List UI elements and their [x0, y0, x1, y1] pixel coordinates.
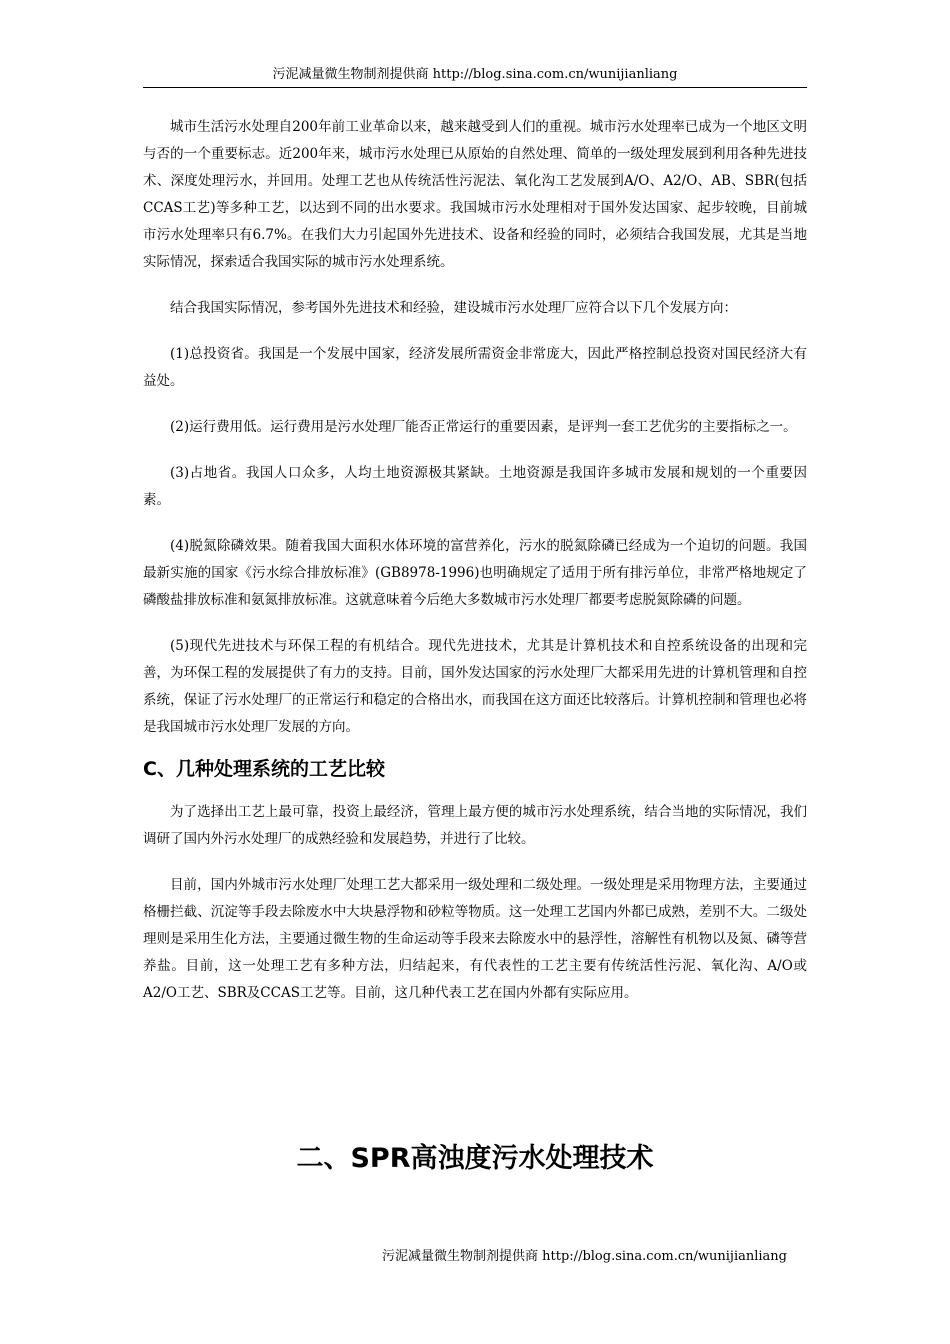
paragraph-intro: 城市生活污水处理自200年前工业革命以来，越来越受到人们的重视。城市污水处理率已成为一个地区文明与否的一个重要标志。近200年来，城市污水处理已从原始的自然处理、简单的一级处理发展到利用各种先进技术、深度处理污水，并回用。处理工艺也从传统活性污泥法、氧化沟工艺发展到A/O、A2/O、AB、SBR(包括CCAS工艺)等多种工艺，以达到不同的出水要求。我国城市污水处理相对于国外发达国家、起步较晚，目前城市污水处理率只有6.7%。在我们大力引起国外先进技术、设备和经验的同时，必须结合我国发展，尤其是当地实际情况，探索适合我国实际的城市污水处理系统。: [143, 119, 807, 270]
paragraph-item-2: (2)运行费用低。运行费用是污水处理厂能否正常运行的重要因素，是评判一套工艺优劣的主要指标之一。: [170, 419, 797, 435]
document-body: [143, 114, 807, 1007]
paragraph-item-5: (5)现代先进技术与环保工程的有机结合。现代先进技术，尤其是计算机技术和自控系统设备的出现和完善，为环保工程的发展提供了有力的支持。目前，国外发达国家的污水处理厂大都采用先进的计算机管理和自控系统，保证了污水处理厂的正常运行和稳定的合格出水，而我国在这方面还比较落后。计算机控制和管理也必将是我国城市污水处理厂发展的方向。: [143, 638, 807, 735]
section-c-paragraph-2: 目前，国内外城市污水处理厂处理工艺大都采用一级处理和二级处理。一级处理是采用物理方法，主要通过格栅拦截、沉淀等手段去除废水中大块悬浮物和砂粒等物质。这一处理工艺国内外都已成熟，差别不大。二级处理则是采用生化方法，主要通过微生物的生命运动等手段来去除废水中的悬浮性，溶解性有机物以及氮、磷等营养盐。目前，这一处理工艺有多种方法，归结起来，有代表性的工艺主要有传统活性污泥、氧化沟、A/O或A2/O工艺、SBR及CCAS工艺等。目前，这几种代表工艺在国内外都有实际应用。: [143, 877, 807, 1001]
page-header: 污泥减量微生物制剂提供商 http://blog.sina.com.cn/wunijianliang: [143, 66, 807, 88]
paragraph-item-1: (1)总投资省。我国是一个发展中国家，经济发展所需资金非常庞大，因此严格控制总投资对国民经济大有益处。: [143, 346, 807, 389]
paragraph-directions: 结合我国实际情况，参考国外先进技术和经验，建设城市污水处理厂应符合以下几个发展方向：: [170, 300, 737, 316]
section-c-heading: C、几种处理系统的工艺比较: [143, 758, 385, 780]
paragraph-item-3: (3)占地省。我国人口众多，人均土地资源极其紧缺。土地资源是我国许多城市发展和规划的一个重要因素。: [143, 465, 807, 508]
page-footer: 污泥减量微生物制剂提供商 http://blog.sina.com.cn/wunijianliang: [382, 1249, 787, 1264]
chapter-title: 二、SPR高浊度污水处理技术: [296, 1143, 654, 1174]
section-c-paragraph-1: 为了选择出工艺上最可靠，投资上最经济，管理上最方便的城市污水处理系统，结合当地的实际情况，我们调研了国内外污水处理厂的成熟经验和发展趋势，并进行了比较。: [143, 804, 807, 847]
paragraph-item-4: (4)脱氮除磷效果。随着我国大面积水体环境的富营养化，污水的脱氮除磷已经成为一个迫切的问题。我国最新实施的国家《污水综合排放标准》(GB8978-1996)也明确规定了适用于所有排污单位，非常严格地规定了磷酸盐排放标准和氨氮排放标准。这就意味着今后绝大多数城市污水处理厂都要考虑脱氮除磷的问题。: [143, 538, 807, 608]
